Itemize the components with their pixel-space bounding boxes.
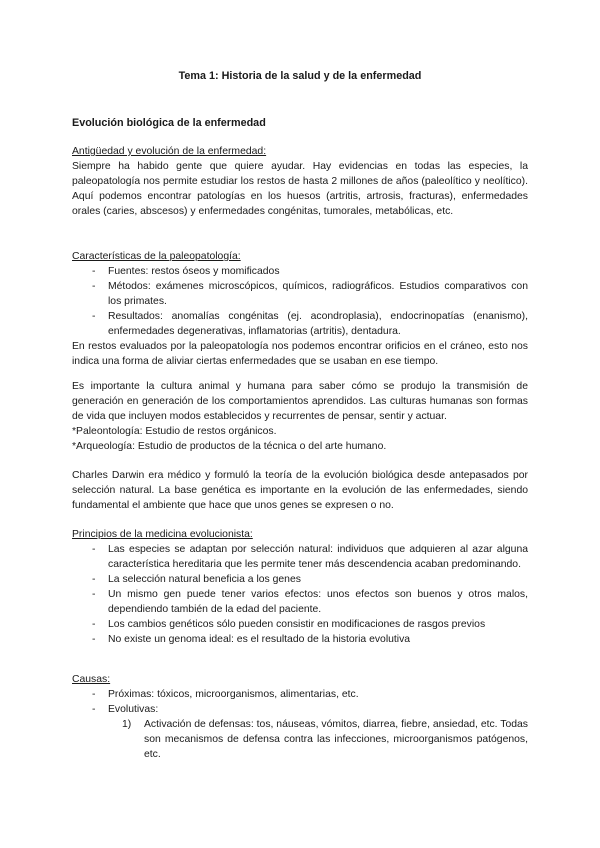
note-archaeology: *Arqueología: Estudio de productos de la técnica o del arte humano. <box>72 441 387 452</box>
paleopathology-heading: Características de la paleopatología: <box>72 251 241 262</box>
section-title: Evolución biológica de la enfermedad <box>72 117 266 129</box>
antiquity-heading: Antigüedad y evolución de la enfermedad: <box>72 146 267 157</box>
causes-heading: Causas: <box>72 674 111 685</box>
list-item: - Los cambios genéticos sólo pueden consistir en modificaciones de rasgos previos <box>72 617 528 632</box>
list-item: - Resultados: anomalías congénitas (ej. acondroplasia), endocrinopatías (enanismo), enfermedades degenerativas, inflamatorias (artritis), dentadura. <box>72 309 528 339</box>
causes-section <box>72 672 528 762</box>
list-item: - No existe un genoma ideal: es el resultado de la historia evolutiva <box>72 632 528 647</box>
note-paleontology: *Paleontología: Estudio de restos orgánicos. <box>72 426 277 437</box>
paleopathology-list <box>72 264 528 339</box>
principles-list <box>72 542 528 647</box>
antiquity-section <box>72 144 528 219</box>
list-item <box>72 717 528 762</box>
culture-section <box>72 379 528 454</box>
list-item: - Próximas: tóxicos, microorganismos, alimentarias, etc. <box>72 687 528 702</box>
list-item: - Un mismo gen puede tener varios efectos: unos efectos son buenos y otros malos, dependiendo también de la edad del paciente. <box>72 587 528 617</box>
culture-paragraph: Es importante la cultura animal y humana para saber cómo se produjo la transmisión de generación en generación de los comportamientos aprendidos. Las culturas humanas son formas de vida que incluyen modos establecidos y recurrentes de pensar, sentir y actuar. <box>72 381 528 422</box>
document-title: Tema 1: Historia de la salud y de la enfermedad <box>178 70 422 82</box>
causes-list <box>72 687 528 717</box>
paleopathology-paragraph: En restos evaluados por la paleopatología nos podemos encontrar orificios en el cráneo, esto nos indica una forma de aliviar ciertas enfermedades que se usaban en ese tiempo. <box>72 341 528 367</box>
antiquity-paragraph: Siempre ha habido gente que quiere ayudar. Hay evidencias en todas las especies, la paleopatología nos permite estudiar los restos de hasta 2 millones de años (paleolítico y neolítico). Aquí podemos encontrar patologías en los huesos (artritis, artrosis, fracturas), enfermedades orales (caries, abscesos) y enfermedades congénitas, tumorales, metabólicas, etc. <box>72 161 528 217</box>
darwin-section <box>72 468 528 513</box>
principles-section <box>72 527 528 647</box>
evolutive-causes-list <box>72 717 528 762</box>
list-item-text: Activación de defensas: tos, náuseas, vómitos, diarrea, fiebre, ansiedad, etc. Todas son mecanismos de defensa contra las infecciones, microorganismos patógenos, etc. <box>144 719 528 760</box>
darwin-paragraph: Charles Darwin era médico y formuló la teoría de la evolución biológica desde antepasados por selección natural. La base genética es importante en la evolución de las enfermedades, siendo fundamental el ambiente que hace que unos genes se expresen o no. <box>72 470 528 511</box>
paleopathology-section <box>72 249 528 369</box>
list-item: - Las especies se adaptan por selección natural: individuos que adquieren al azar alguna característica hereditaria que les permite tener más descendencia acaban predominando. <box>72 542 528 572</box>
list-number: 1) <box>122 719 132 730</box>
list-item: - La selección natural beneficia a los genes <box>72 572 528 587</box>
list-item: - Fuentes: restos óseos y momificados <box>72 264 528 279</box>
list-item: - Evolutivas: <box>72 702 528 717</box>
principles-heading: Principios de la medicina evolucionista: <box>72 529 253 540</box>
list-item: - Métodos: exámenes microscópicos, químicos, radiográficos. Estudios comparativos con los primates. <box>72 279 528 309</box>
